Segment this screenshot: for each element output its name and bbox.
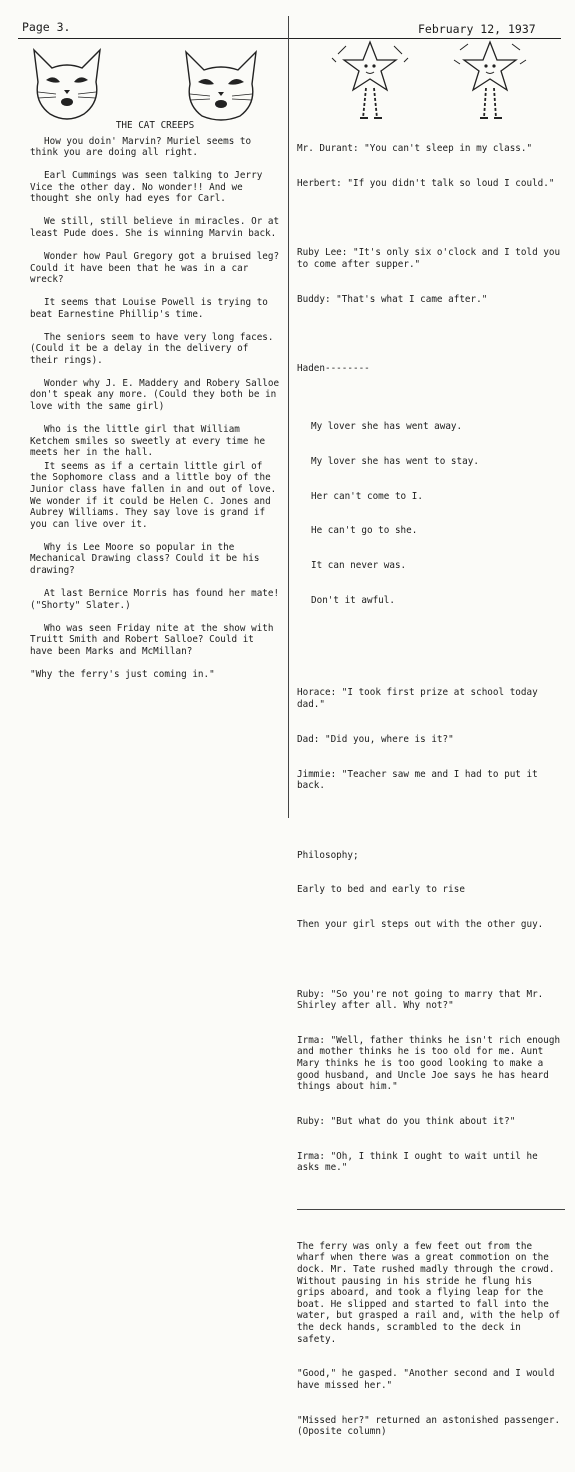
- gossip-item: "Why the ferry's just coming in.": [30, 668, 215, 680]
- joke-line: Mr. Durant: "You can't sleep in my class.": [297, 143, 533, 155]
- dialogue-line: Irma: "Well, father thinks he isn't rich enough and mother thinks he is too old for me. Aunt Mary thinks he is too good looking to make a good husband, and Uncle Joe says he has heard things about him.": [297, 1034, 566, 1093]
- story-paragraph: "Missed her?" returned an astonished passenger. (Oposite column): [297, 1414, 566, 1438]
- column-divider: [288, 16, 289, 818]
- joke-block: [297, 120, 565, 213]
- page-number: Page 3.: [22, 20, 71, 34]
- joke-line: Buddy: "That's what I came after.": [297, 293, 488, 305]
- joke-line: Herbert: "If you didn't talk so loud I could.": [297, 177, 555, 189]
- poem-line: Don't it awful.: [311, 594, 395, 606]
- philosophy-line: Early to bed and early to rise: [297, 884, 465, 896]
- gossip-item: It seems that Louise Powell is trying to beat Earnestine Phillip's time.: [30, 297, 274, 320]
- gossip-item: It seems as if a certain little girl of the Sophomore class and a little boy of the Junior class have fallen in and out of love. We wonder if it could be Helen C. Jones and Aubrey Williams. They say love is grand if you can live over it.: [30, 460, 282, 530]
- gossip-item: Who is the little girl that William Ketchem smiles so sweetly at every time he meets her in the hall.: [30, 424, 271, 459]
- gossip-item: Earl Cummings was seen talking to Jerry Vice the other day. No wonder!! And we thought she only had eyes for Carl.: [30, 170, 268, 205]
- gossip-item: How you doin' Marvin? Muriel seems to think you are doing all right.: [30, 135, 257, 159]
- gossip-item: At last Bernice Morris has found her mate! ("Shorty" Slater.): [30, 587, 285, 611]
- poem-line: My lover she has went to stay.: [311, 455, 479, 467]
- philosophy-line: Then your girl steps out with the other guy.: [297, 919, 544, 931]
- gossip-item: Wonder how Paul Gregory got a bruised leg? Could it have been that he was in a car wreck?: [30, 250, 285, 286]
- philosophy-line: Philosophy;: [297, 849, 359, 861]
- right-column: [297, 120, 565, 1472]
- gossip-item: Why is Lee Moore so popular in the Mechanical Drawing class? Could it be his drawing?: [30, 541, 266, 576]
- story-paragraph: "Good," he gasped. "Another second and I would have missed her.": [297, 1368, 561, 1391]
- dialogue-line: Irma: "Oh, I think I ought to wait until he asks me.": [297, 1150, 544, 1174]
- joke-line: Jimmie: "Teacher saw me and I had to put it back.: [297, 768, 544, 792]
- poem-block: [297, 340, 565, 653]
- joke-line: Horace: "I took first prize at school today dad.": [297, 687, 544, 711]
- joke-line: Dad: "Did you, where is it?": [297, 733, 454, 745]
- star-figure-illustration-left: [330, 40, 410, 122]
- gossip-item: We still, still believe in miracles. Or at least Pude does. She is winning Marvin back.: [30, 216, 285, 239]
- poem-line: My lover she has went away.: [311, 421, 463, 433]
- poem-line: It can never was.: [311, 560, 407, 572]
- gossip-item: Wonder why J. E. Maddery and Robery Salloe don't speak any more. (Could they both be in love with the same girl): [30, 377, 285, 413]
- ferry-story: [297, 1218, 565, 1461]
- joke-block: [297, 224, 565, 328]
- poem-line: Her can't come to I.: [311, 490, 423, 502]
- dialogue-block: [297, 965, 565, 1197]
- joke-line: Ruby Lee: "It's only six o'clock and I told you to come after supper.": [297, 247, 566, 270]
- philosophy-block: [297, 826, 565, 954]
- gossip-item: Who was seen Friday nite at the show with Truitt Smith and Robert Salloe? Could it have been Marks and McMillan?: [30, 622, 280, 657]
- poem-line: He can't go to she.: [311, 525, 418, 537]
- dialogue-line: Ruby: "But what do you think about it?": [297, 1116, 516, 1128]
- left-column: [30, 120, 285, 692]
- dialogue-line: Ruby: "So you're not going to marry that Mr. Shirley after all. Why not?": [297, 988, 549, 1012]
- story-paragraph: The ferry was only a few feet out from the wharf when there was a great commotion on the dock. Mr. Tate rushed madly through the crowd. Without pausing in his stride he flung his grips aboard, and took a flying leap for the boat. He slipped and started to fall into the water, but grasped a rail and, with the help of the deck hands, scrambled to the deck in safety.: [297, 1240, 566, 1345]
- issue-date: February 12, 1937: [418, 22, 536, 36]
- header-rule: [18, 38, 561, 39]
- joke-block: [297, 664, 565, 815]
- cat-head-illustration-left: [26, 44, 108, 124]
- gossip-item: The seniors seem to have very long faces. (Could it be a delay in the delivery of their rings).: [30, 331, 280, 366]
- cat-head-illustration-right: [180, 44, 262, 124]
- poem-title: Haden--------: [297, 363, 370, 375]
- section-rule: [297, 1209, 565, 1210]
- column-title: THE CAT CREEPS: [115, 120, 195, 131]
- star-figure-illustration-right: [450, 40, 530, 122]
